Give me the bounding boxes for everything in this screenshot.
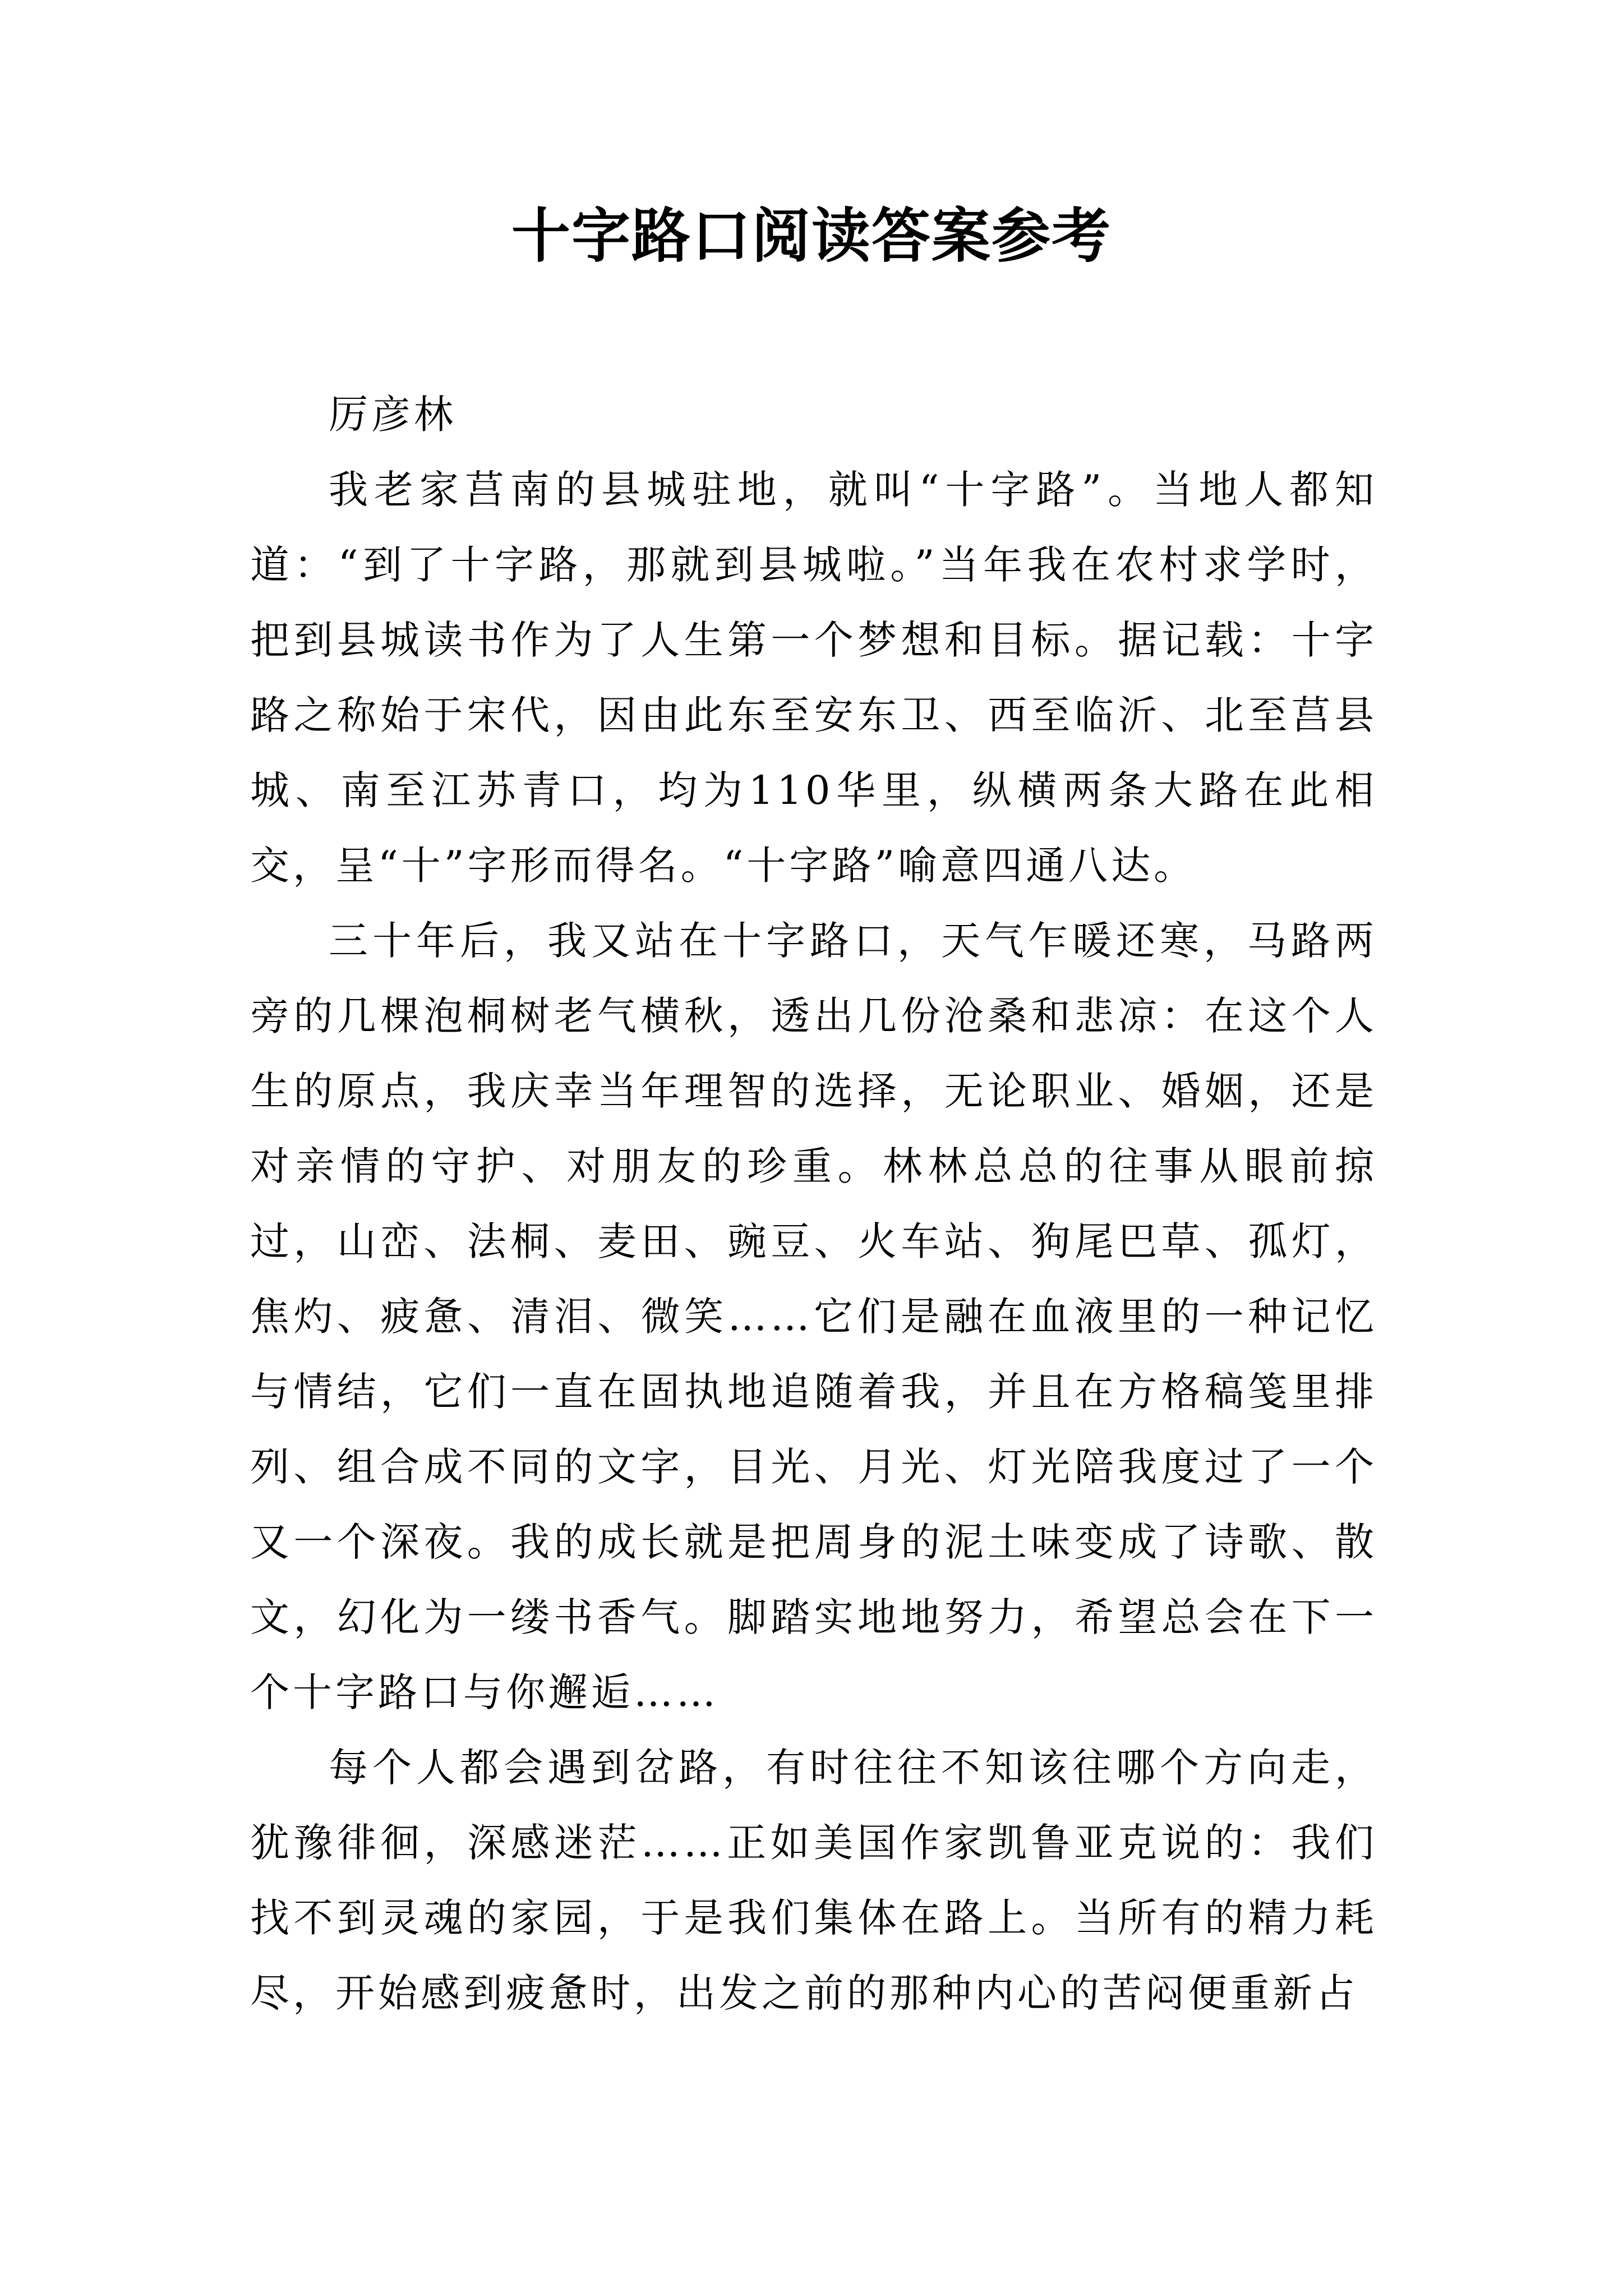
paragraph-2: 三十年后，我又站在十字路口，天气乍暖还寒，马路两旁的几棵泡桐树老气横秋，透出几份沧桑和悲凉：在这个人生的原点，我庆幸当年理智的选择，无论职业、婚姻，还是对亲情的守护、对朋友的珍重。林林总总的往事从眼前掠过，山峦、法桐、麦田、豌豆、火车站、狗尾巴草、孤灯，焦灼、疲惫、清泪、微笑……它们是融在血液里的一种记忆与情结，它们一直在固执地追随着我，并且在方格稿笺里排列、组合成不同的文字，目光、月光、灯光陪我度过了一个又一个深夜。我的成长就是把周身的泥土味变成了诗歌、散文，幻化为一缕书香气。脚踏实地地努力，希望总会在下一个十字路口与你邂逅……	[250, 918, 1377, 1715]
document-body	[250, 377, 1377, 2031]
author-line: 厉彦林	[329, 392, 457, 438]
paragraph-1: 我老家莒南的县城驻地，就叫“十字路”。当地人都知道：“到了十字路，那就到县城啦。”当年我在农村求学时，把到县城读书作为了人生第一个梦想和目标。据记载：十字路之称始于宋代，因由此东至安东卫、西至临沂、北至莒县城、南至江苏青口，均为110华里，纵横两条大路在此相交，呈“十”字形而得名。“十字路”喻意四通八达。	[250, 467, 1377, 889]
paragraph-3: 每个人都会遇到岔路，有时往往不知该往哪个方向走，犹豫徘徊，深感迷茫……正如美国作家凯鲁亚克说的：我们找不到灵魂的家园，于是我们集体在路上。当所有的精力耗尽，开始感到疲惫时，出发之前的那种内心的苦闷便重新占	[250, 1745, 1377, 2016]
document-title: 十字路口阅读答案参考	[511, 201, 1112, 270]
